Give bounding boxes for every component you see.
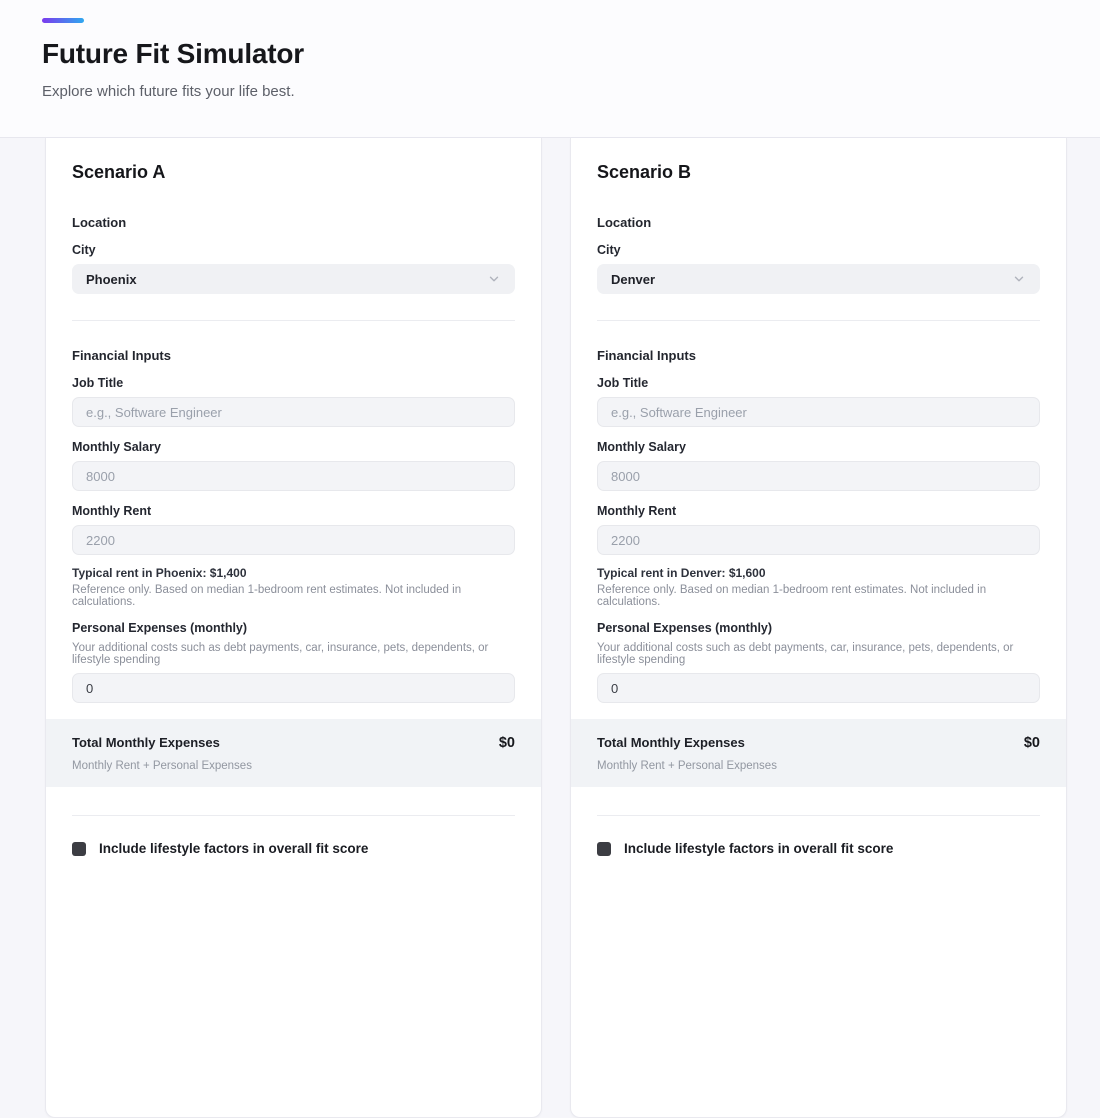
scenario-a-title: Scenario A (72, 162, 166, 182)
rent-reference-note: Reference only. Based on median 1-bedroom rent estimates. Not included in calculations. (597, 584, 987, 608)
scenario-columns (0, 138, 1100, 1118)
city-label: City (597, 243, 621, 257)
monthly-salary-input[interactable] (72, 461, 515, 491)
location-section-label: Location (597, 215, 652, 230)
total-expenses-band (571, 719, 1066, 787)
section-divider (597, 815, 1040, 816)
scenario-b-panel (570, 138, 1067, 1118)
lifestyle-checkbox[interactable] (72, 842, 86, 856)
section-divider (72, 320, 515, 321)
job-title-input[interactable] (597, 397, 1040, 427)
section-divider (597, 320, 1040, 321)
job-title-label: Job Title (72, 376, 124, 390)
typical-rent-label: Typical rent in Phoenix: $1,400 (72, 566, 247, 580)
scenario-a-panel (45, 138, 542, 1118)
city-select-value: Phoenix (86, 271, 137, 287)
lifestyle-checkbox-row (597, 841, 1040, 856)
rent-reference-note: Reference only. Based on median 1-bedroom rent estimates. Not included in calculations. (72, 584, 462, 608)
monthly-rent-label: Monthly Rent (597, 504, 677, 518)
city-select[interactable] (72, 264, 515, 294)
location-section-label: Location (72, 215, 127, 230)
personal-expenses-hint: Your additional costs such as debt payments, car, insurance, pets, dependents, or lifestyle spending (72, 642, 489, 666)
monthly-salary-label: Monthly Salary (72, 440, 161, 454)
financial-section-label: Financial Inputs (72, 348, 171, 363)
personal-expenses-input[interactable] (72, 673, 515, 703)
city-select-value: Denver (611, 271, 656, 287)
personal-expenses-input[interactable] (597, 673, 1040, 703)
monthly-rent-input[interactable] (597, 525, 1040, 555)
total-expenses-value: $0 (498, 735, 515, 751)
personal-expenses-label: Personal Expenses (monthly) (72, 621, 248, 635)
monthly-salary-label: Monthly Salary (597, 440, 686, 454)
financial-section-label: Financial Inputs (597, 348, 696, 363)
page-header (0, 0, 1100, 138)
total-expenses-label: Total Monthly Expenses (597, 735, 745, 750)
total-expenses-value: $0 (1023, 735, 1040, 751)
total-expenses-hint: Monthly Rent + Personal Expenses (72, 760, 252, 772)
chevron-down-icon (487, 272, 501, 286)
personal-expenses-label: Personal Expenses (monthly) (597, 621, 773, 635)
typical-rent-label: Typical rent in Denver: $1,600 (597, 566, 766, 580)
page-title: Future Fit Simulator (42, 38, 305, 69)
city-label: City (72, 243, 96, 257)
section-divider (72, 815, 515, 816)
monthly-rent-input[interactable] (72, 525, 515, 555)
job-title-input[interactable] (72, 397, 515, 427)
total-expenses-label: Total Monthly Expenses (72, 735, 220, 750)
scenario-b-title: Scenario B (597, 162, 692, 182)
personal-expenses-hint: Your additional costs such as debt payments, car, insurance, pets, dependents, or lifestyle spending (597, 642, 1014, 666)
total-expenses-hint: Monthly Rent + Personal Expenses (597, 760, 777, 772)
monthly-rent-label: Monthly Rent (72, 504, 152, 518)
job-title-label: Job Title (597, 376, 649, 390)
lifestyle-checkbox-row (72, 841, 515, 856)
chevron-down-icon (1012, 272, 1026, 286)
lifestyle-checkbox[interactable] (597, 842, 611, 856)
city-select[interactable] (597, 264, 1040, 294)
total-expenses-band (46, 719, 541, 787)
accent-bar (42, 18, 84, 23)
page-subtitle: Explore which future fits your life best. (42, 83, 295, 100)
lifestyle-checkbox-label[interactable]: Include lifestyle factors in overall fit score (99, 841, 369, 856)
monthly-salary-input[interactable] (597, 461, 1040, 491)
lifestyle-checkbox-label[interactable]: Include lifestyle factors in overall fit score (624, 841, 894, 856)
